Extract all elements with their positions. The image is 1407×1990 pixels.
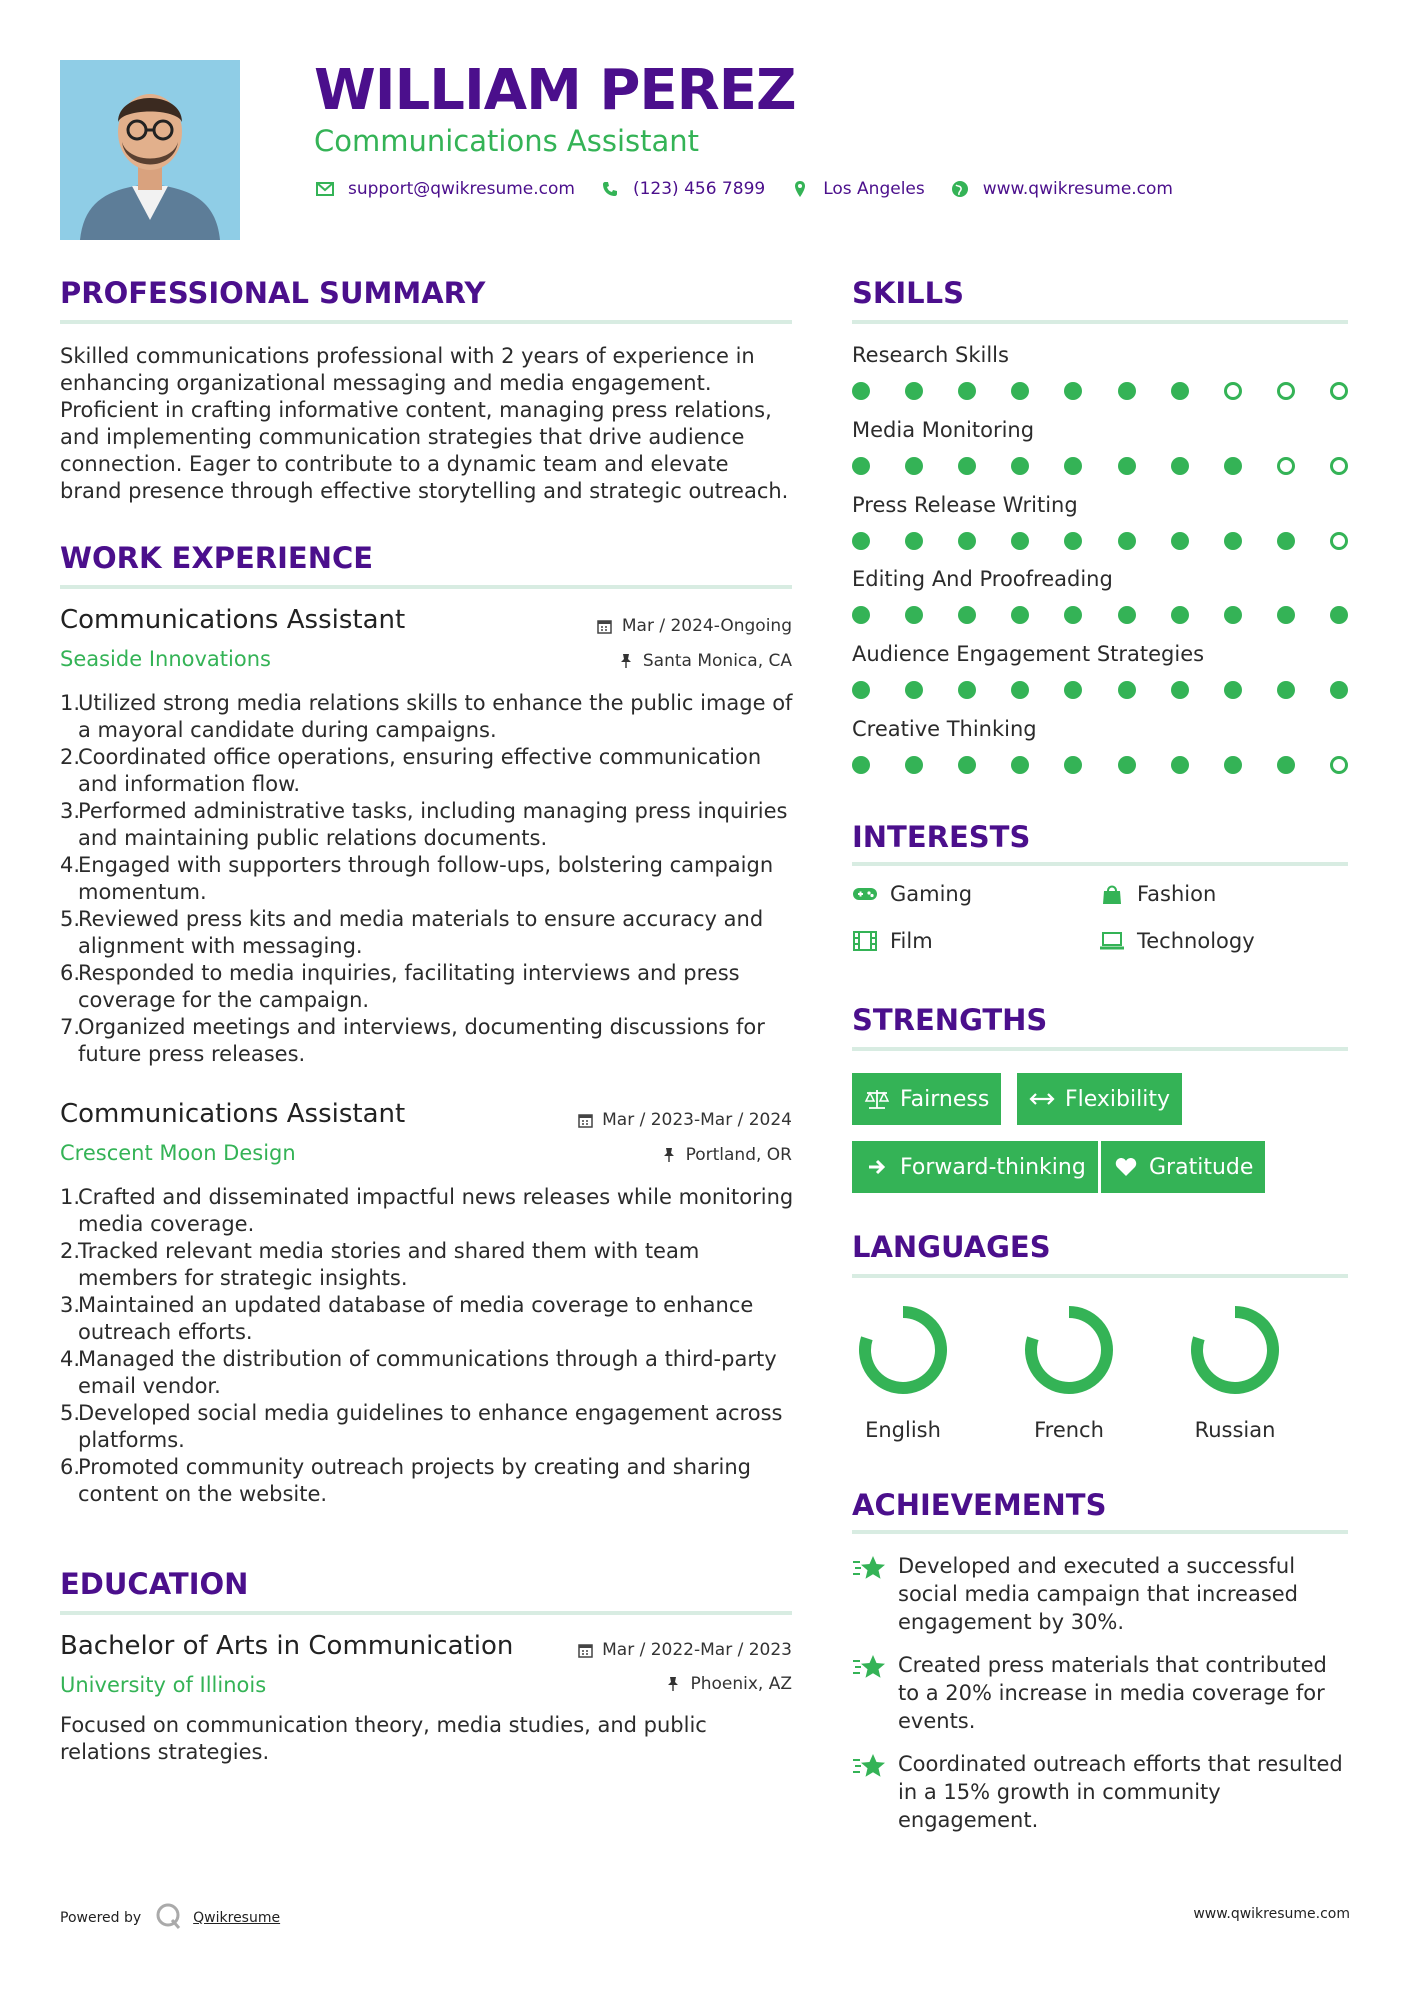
job-company: Seaside Innovations xyxy=(60,647,271,671)
strength-label: Forward-thinking xyxy=(900,1154,1086,1180)
skill-dot-filled xyxy=(1118,756,1136,774)
map-pin-icon xyxy=(789,178,811,200)
skill-rating xyxy=(852,457,1348,475)
list-item: Promoted community outreach projects by creating and sharing content on the website. xyxy=(78,1455,751,1506)
strength-chip xyxy=(1101,1141,1265,1193)
skill-name: Media Monitoring xyxy=(852,418,1035,442)
strength-label: Flexibility xyxy=(1065,1086,1170,1112)
skill-dot-empty xyxy=(1277,457,1295,475)
language-item xyxy=(1170,1300,1300,1442)
section-divider xyxy=(852,862,1348,866)
section-title-interests: INTERESTS xyxy=(852,820,1031,854)
summary-text: Skilled communications professional with 2 years of experience in enhancing organizational messaging and media engagement. Proficient in crafting informative content, managing press relations, and implementing communication strategies that drive audience connection. Eager to contribute to a dynamic team and elevate brand presence through effective storytelling and strategic outreach. xyxy=(60,344,789,503)
qwikresume-link[interactable]: Qwikresume xyxy=(193,1910,281,1926)
section-divider xyxy=(60,585,792,589)
globe-icon xyxy=(949,178,971,200)
education-location xyxy=(664,1674,792,1694)
arrow-right-icon xyxy=(864,1156,890,1178)
job-company: Crescent Moon Design xyxy=(60,1141,296,1165)
achievement-item xyxy=(852,1651,1352,1735)
interest-label: Technology xyxy=(1137,929,1255,953)
skill-rating xyxy=(852,756,1348,774)
education-description: Focused on communication theory, media studies, and public relations strategies. xyxy=(60,1713,707,1764)
skill-dot-filled xyxy=(1277,681,1295,699)
contact-bar xyxy=(314,178,1197,200)
contact-location: Los Angeles xyxy=(823,179,925,199)
skill-dot-filled xyxy=(1064,681,1082,699)
skill-dot-filled xyxy=(1330,681,1348,699)
section-title-skills: SKILLS xyxy=(852,276,964,310)
skill-dot-filled xyxy=(958,756,976,774)
list-item: Organized meetings and interviews, documenting discussions for future press releases. xyxy=(78,1015,765,1066)
skill-dot-filled xyxy=(1171,756,1189,774)
skill-rating xyxy=(852,681,1348,699)
section-title-languages: LANGUAGES xyxy=(852,1230,1051,1264)
qwikresume-logo-icon xyxy=(155,1902,183,1934)
skill-dot-empty xyxy=(1224,382,1242,400)
skill-dot-filled xyxy=(1011,382,1029,400)
footer-website[interactable]: www.qwikresume.com xyxy=(1193,1906,1350,1922)
skill-rating xyxy=(852,382,1348,400)
list-item: Developed social media guidelines to enhance engagement across platforms. xyxy=(78,1401,783,1452)
language-level-arc xyxy=(1031,1312,1107,1388)
envelope-icon xyxy=(314,178,336,200)
section-title-experience: WORK EXPERIENCE xyxy=(60,541,374,575)
skill-dot-filled xyxy=(1330,606,1348,624)
skill-dot-filled xyxy=(852,756,870,774)
skill-dot-filled xyxy=(958,681,976,699)
skill-dot-filled xyxy=(1011,756,1029,774)
interest-item xyxy=(1099,929,1255,953)
skill-dot-filled xyxy=(1064,457,1082,475)
arrows-horizontal-icon xyxy=(1029,1088,1055,1110)
gamepad-icon xyxy=(852,883,878,905)
skill-dot-filled xyxy=(1171,681,1189,699)
job-title: Communications Assistant xyxy=(60,605,406,635)
skill-dot-empty xyxy=(1330,382,1348,400)
list-item: Crafted and disseminated impactful news releases while monitoring media coverage. xyxy=(78,1185,794,1236)
person-portrait-icon xyxy=(60,60,240,240)
interest-label: Fashion xyxy=(1137,882,1217,906)
skill-dot-filled xyxy=(1171,382,1189,400)
skill-dot-filled xyxy=(852,606,870,624)
star-icon xyxy=(852,1750,886,1780)
education-dates xyxy=(576,1640,792,1660)
list-item: Engaged with supporters through follow-ups, bolstering campaign momentum. xyxy=(78,853,774,904)
skill-dot-filled xyxy=(1224,681,1242,699)
candidate-title: Communications Assistant xyxy=(314,124,700,158)
achievement-text: Coordinated outreach efforts that resulted in a 15% growth in community engagement. xyxy=(898,1752,1343,1832)
skill-name: Editing And Proofreading xyxy=(852,567,1113,591)
skill-dot-filled xyxy=(1171,606,1189,624)
language-level-arc xyxy=(1197,1312,1273,1388)
contact-phone[interactable]: (123) 456 7899 xyxy=(632,179,766,199)
skill-dot-filled xyxy=(958,457,976,475)
strength-chip xyxy=(1017,1073,1182,1125)
phone-icon xyxy=(599,178,621,200)
skill-dot-filled xyxy=(1277,606,1295,624)
skill-dot-filled xyxy=(1224,606,1242,624)
interest-label: Gaming xyxy=(890,882,973,906)
job-dates xyxy=(576,1110,792,1130)
skill-dot-empty xyxy=(1277,382,1295,400)
skill-dot-filled xyxy=(1224,756,1242,774)
skill-dot-filled xyxy=(1064,532,1082,550)
skill-dot-filled xyxy=(1224,532,1242,550)
section-title-summary: PROFESSIONAL SUMMARY xyxy=(60,276,486,310)
skill-dot-filled xyxy=(958,606,976,624)
contact-email[interactable]: support@qwikresume.com xyxy=(348,179,575,199)
achievement-item xyxy=(852,1552,1352,1636)
calendar-icon xyxy=(576,1641,594,1659)
section-divider xyxy=(852,1530,1348,1534)
star-icon xyxy=(852,1552,886,1582)
section-divider xyxy=(60,320,792,324)
language-level-ring xyxy=(1019,1300,1119,1400)
job-bullets xyxy=(60,690,800,1068)
job-location-text: Portland, OR xyxy=(685,1145,792,1165)
language-level-arc xyxy=(865,1312,941,1388)
skill-dot-filled xyxy=(1224,457,1242,475)
language-name: French xyxy=(1034,1418,1104,1442)
section-title-education: EDUCATION xyxy=(60,1567,249,1601)
language-name: Russian xyxy=(1194,1418,1276,1442)
section-divider xyxy=(60,1611,792,1615)
calendar-icon xyxy=(596,617,614,635)
section-title-achievements: ACHIEVEMENTS xyxy=(852,1488,1107,1522)
pushpin-icon xyxy=(664,1675,682,1693)
skill-dot-filled xyxy=(1064,606,1082,624)
skill-dot-filled xyxy=(905,606,923,624)
skill-dot-filled xyxy=(1118,457,1136,475)
job-dates xyxy=(596,616,792,636)
skill-dot-filled xyxy=(852,457,870,475)
job-bullets xyxy=(60,1184,800,1508)
strength-label: Gratitude xyxy=(1149,1154,1254,1180)
achievement-item xyxy=(852,1750,1352,1834)
skill-dot-filled xyxy=(1118,606,1136,624)
list-item: Utilized strong media relations skills to enhance the public image of a mayoral candidate during campaigns. xyxy=(78,691,793,742)
skill-rating xyxy=(852,606,1348,624)
footer-powered-by xyxy=(60,1902,280,1934)
skill-dot-empty xyxy=(1330,532,1348,550)
list-item: Coordinated office operations, ensuring effective communication and information flow. xyxy=(78,745,762,796)
skill-dot-empty xyxy=(1330,457,1348,475)
achievement-text: Developed and executed a successful social media campaign that increased engagement by 30%. xyxy=(898,1554,1299,1634)
school-name: University of Illinois xyxy=(60,1673,267,1697)
skill-dot-filled xyxy=(905,382,923,400)
list-item: Responded to media inquiries, facilitating interviews and press coverage for the campaign. xyxy=(78,961,740,1012)
profile-photo xyxy=(60,60,240,240)
education-location-text: Phoenix, AZ xyxy=(690,1674,792,1694)
language-name: English xyxy=(865,1418,941,1442)
contact-website[interactable]: www.qwikresume.com xyxy=(982,179,1173,199)
strength-label: Fairness xyxy=(900,1086,990,1112)
language-item xyxy=(838,1300,968,1442)
job-location xyxy=(660,1145,792,1165)
skill-dot-filled xyxy=(1118,681,1136,699)
skill-dot-filled xyxy=(1118,532,1136,550)
section-divider xyxy=(852,1047,1348,1051)
interest-item xyxy=(852,929,933,953)
skill-dot-filled xyxy=(1118,382,1136,400)
job-dates-text: Mar / 2023-Mar / 2024 xyxy=(602,1110,792,1130)
heart-icon xyxy=(1113,1156,1139,1178)
skill-dot-filled xyxy=(1011,457,1029,475)
section-divider xyxy=(852,1274,1348,1278)
pushpin-icon xyxy=(660,1146,678,1164)
education-dates-text: Mar / 2022-Mar / 2023 xyxy=(602,1640,792,1660)
skill-dot-filled xyxy=(905,756,923,774)
language-item xyxy=(1004,1300,1134,1442)
skill-dot-filled xyxy=(1277,756,1295,774)
degree-title: Bachelor of Arts in Communication xyxy=(60,1631,514,1661)
language-level-ring xyxy=(853,1300,953,1400)
skill-dot-empty xyxy=(1330,756,1348,774)
skill-name: Press Release Writing xyxy=(852,493,1078,517)
list-item: Performed administrative tasks, including managing press inquiries and maintaining public relations documents. xyxy=(78,799,788,850)
skill-dot-filled xyxy=(958,532,976,550)
laptop-icon xyxy=(1099,930,1125,952)
skill-dot-filled xyxy=(852,681,870,699)
strength-chip xyxy=(852,1141,1098,1193)
section-divider xyxy=(852,320,1348,324)
balance-scale-icon xyxy=(864,1088,890,1110)
skill-rating xyxy=(852,532,1348,550)
strength-chip xyxy=(852,1073,1001,1125)
skill-dot-filled xyxy=(1064,756,1082,774)
skill-name: Audience Engagement Strategies xyxy=(852,642,1205,666)
powered-by-label: Powered by xyxy=(60,1910,142,1926)
language-level-ring xyxy=(1185,1300,1285,1400)
skill-dot-filled xyxy=(852,532,870,550)
interest-item xyxy=(1099,882,1216,906)
skill-name: Research Skills xyxy=(852,343,1009,367)
candidate-name: WILLIAM PEREZ xyxy=(314,58,796,123)
list-item: Tracked relevant media stories and shared them with team members for strategic insights. xyxy=(78,1239,700,1290)
skill-dot-filled xyxy=(958,382,976,400)
skill-dot-filled xyxy=(1011,532,1029,550)
list-item: Managed the distribution of communications through a third-party email vendor. xyxy=(78,1347,777,1398)
list-item: Maintained an updated database of media coverage to enhance outreach efforts. xyxy=(78,1293,754,1344)
skill-dot-filled xyxy=(1277,532,1295,550)
skill-dot-filled xyxy=(1011,606,1029,624)
achievement-text: Created press materials that contributed to a 20% increase in media coverage for events. xyxy=(898,1653,1327,1733)
skill-dot-filled xyxy=(905,457,923,475)
calendar-icon xyxy=(576,1111,594,1129)
job-location-text: Santa Monica, CA xyxy=(642,651,792,671)
pushpin-icon xyxy=(617,652,635,670)
skill-dot-filled xyxy=(1171,457,1189,475)
interest-label: Film xyxy=(890,929,933,953)
skill-dot-filled xyxy=(905,532,923,550)
job-location xyxy=(617,651,792,671)
skill-name: Creative Thinking xyxy=(852,717,1037,741)
skill-dot-filled xyxy=(1171,532,1189,550)
skill-dot-filled xyxy=(852,382,870,400)
film-icon xyxy=(852,930,878,952)
section-title-strengths: STRENGTHS xyxy=(852,1003,1048,1037)
skill-dot-filled xyxy=(1064,382,1082,400)
shopping-bag-icon xyxy=(1099,883,1125,905)
star-icon xyxy=(852,1651,886,1681)
skill-dot-filled xyxy=(1011,681,1029,699)
skill-dot-filled xyxy=(905,681,923,699)
list-item: Reviewed press kits and media materials to ensure accuracy and alignment with messaging. xyxy=(78,907,764,958)
interest-item xyxy=(852,882,972,906)
job-dates-text: Mar / 2024-Ongoing xyxy=(621,616,792,636)
job-title: Communications Assistant xyxy=(60,1099,406,1129)
